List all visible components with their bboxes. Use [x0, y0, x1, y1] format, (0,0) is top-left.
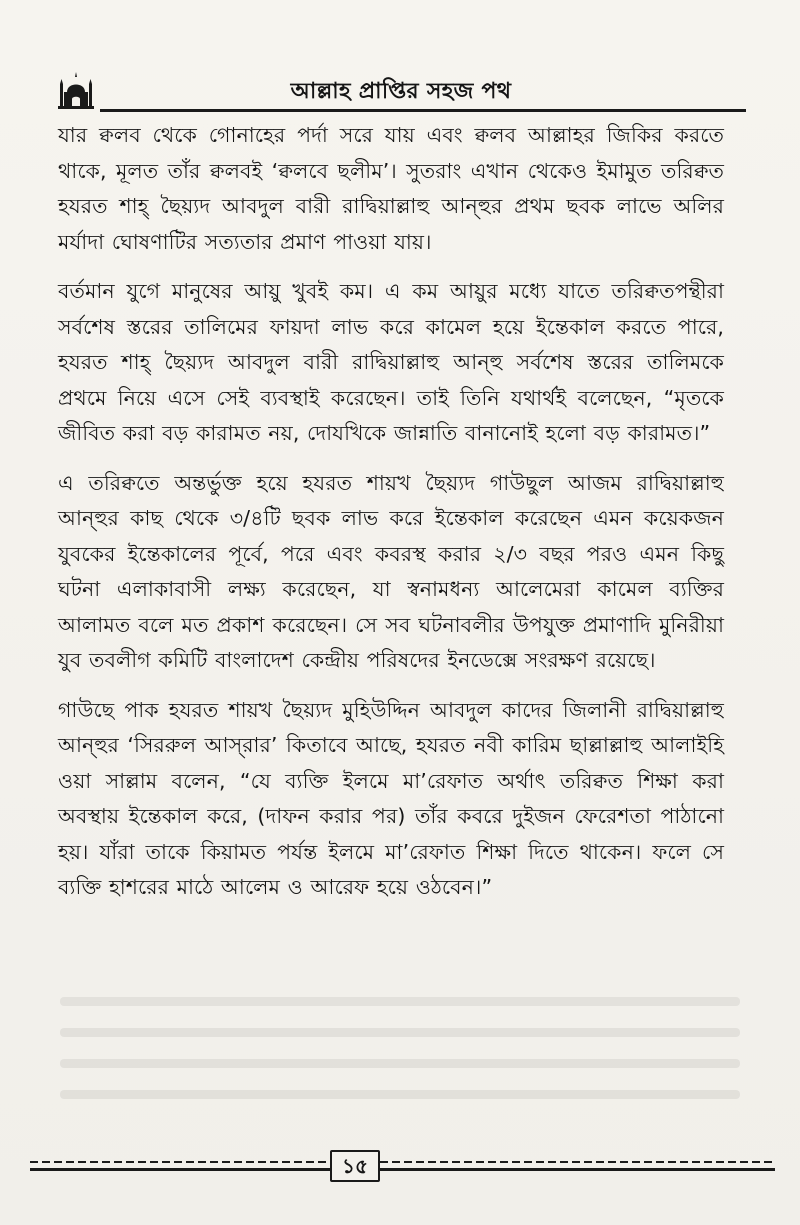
- page-number: ১৫: [330, 1150, 380, 1182]
- footer-rule-right: [380, 1161, 775, 1171]
- page-footer: [30, 1150, 775, 1184]
- faint-line: [60, 1059, 740, 1068]
- paragraph-3: এ তরিক্বতে অন্তর্ভুক্ত হয়ে হযরত শায়খ ছৈয়্যদ গাউছুল আজম রাদ্বিয়াল্লাহু আন্হুর কাছ থেকে ৩/৪টি ছবক লাভ করে ইন্তেকাল করেছেন এমন কয়েকজন যুবকের ইন্তেকালের পূর্বে, পরে এবং কবরস্থ করার ২/৩ বছর পরও এমন কিছু ঘটনা এলাকাবাসী লক্ষ্য করেছেন, যা স্বনামধন্য আলেমেরা কামেল ব্যক্তির আলামত বলে মত প্রকাশ করেছেন। সে সব ঘটনাবলীর উপযুক্ত প্রমাণাদি মুনিরীয়া যুব তবলীগ কমিটি বাংলাদেশ কেন্দ্রীয় পরিষদের ইনডেক্সে সংরক্ষণ রয়েছে।: [58, 470, 724, 672]
- faint-line: [60, 1090, 740, 1099]
- paragraph-2: বর্তমান যুগে মানুষের আয়ু খুবই কম। এ কম আয়ুর মধ্যে যাতে তরিক্বতপন্থীরা সর্বশেষ স্তরের তালিমের ফায়দা লাভ করে কামেল হয়ে ইন্তেকাল করতে পারে, হযরত শাহ্ ছৈয়্যদ আবদুল বারী রাদ্বিয়াল্লাহু আন্হু সর্বশেষ স্তরের তালিমকে প্রথমে নিয়ে এসে সেই ব্যবস্থাই করেছেন। তাই তিনি যথার্থই বলেছেন, “মৃতকে জীবিত করা বড় কারামত নয়, দোযখিকে জান্নাতি বানানোই হলো বড় কারামত।”: [58, 279, 724, 445]
- footer-rule-left: [30, 1161, 330, 1171]
- show-through-text: [40, 975, 760, 1125]
- paragraph-4: গাউছে পাক হযরত শায়খ ছৈয়্যদ মুহিউদ্দিন আবদুল কাদের জিলানী রাদ্বিয়াল্লাহু আন্হুর ‘সিররুল আস্‌রার’ কিতাবে আছে, হযরত নবী কারিম ছাল্লাল্লাহু আলাইহি ওয়া সাল্লাম বলেন, “যে ব্যক্তি ইলমে মা’রেফাত অর্থাৎ তরিক্বত শিক্ষা করা অবস্থায় ইন্তেকাল করে, (দাফন করার পর) তাঁর কবরে দুইজন ফেরেশতা পাঠানো হয়। যাঁরা তাকে কিয়ামত পর্যন্ত ইলমে মা’রেফাত শিক্ষা দিতে থাকেন। ফলে সে ব্যক্তি হাশরের মাঠে আলেম ও আরেফ হয়ে ওঠবেন।”: [58, 697, 724, 899]
- page-header-title: আল্লাহ প্রাপ্তির সহজ পথ: [290, 79, 512, 104]
- main-text: [58, 118, 724, 920]
- faint-line: [60, 1028, 740, 1037]
- header-rule: [100, 109, 746, 112]
- running-header: [56, 66, 746, 112]
- faint-line: [60, 997, 740, 1006]
- paragraph-1: যার ক্বলব থেকে গোনাহের পর্দা সরে যায় এবং ক্বলব আল্লাহর জিকির করতে থাকে, মূলত তাঁর ক্বলবই ‘ক্বলবে ছলীম’। সুতরাং এখান থেকেও ইমামুত তরিক্বত হযরত শাহ্ ছৈয়্যদ আবদুল বারী রাদ্বিয়াল্লাহু আন্হুর প্রথম ছবক লাভে অলির মর্যাদা ঘোষণাটির সত্যতার প্রমাণ পাওয়া যায়।: [58, 123, 724, 254]
